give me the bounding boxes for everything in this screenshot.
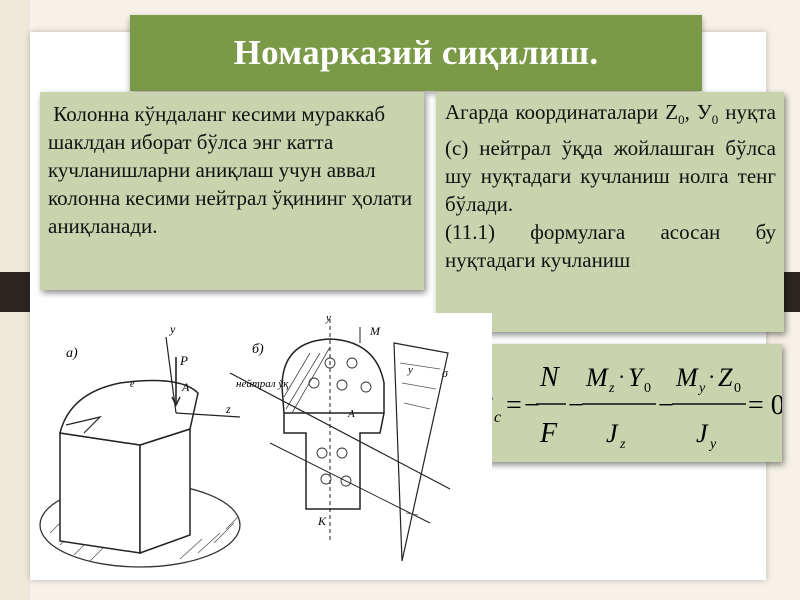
formula-Jz-sub: z bbox=[620, 437, 626, 452]
formula-F: F bbox=[540, 418, 558, 449]
right-text-1c: нуқта (с) нейтрал ўқда жойлашган бўлса шу нуқтадаги кучланиш нолга тенг бўлади. bbox=[445, 100, 777, 217]
stress-diagram bbox=[394, 343, 448, 561]
formula-My-sub: y bbox=[699, 381, 706, 396]
label-a: а) bbox=[66, 346, 78, 361]
formula-Jy-sub: y bbox=[710, 437, 717, 452]
label-K: K bbox=[318, 514, 327, 528]
right-text-2: (11.1) формулага асосан бу нуқтадаги кучланиш bbox=[445, 220, 776, 273]
right-sub-z0: 0 bbox=[678, 112, 685, 128]
formula-dot-2: · bbox=[708, 364, 716, 389]
section-top-part bbox=[282, 339, 384, 413]
right-text-box bbox=[436, 92, 784, 332]
label-y-b: у bbox=[326, 313, 331, 324]
formula-minus-3: − bbox=[658, 390, 674, 421]
stress-diagram-hatching bbox=[400, 363, 440, 515]
column-sketch-svg bbox=[30, 313, 492, 577]
label-sigma: σ bbox=[442, 366, 448, 380]
left-text: Колонна кўндаланг кесими мураккаб шаклдан иборат бўлса энг катта кучланишларни аниқлаш учун аввал колонна кесими нейтрал ўқининг ҳолати аниқланади. bbox=[48, 102, 418, 238]
column-sketch bbox=[30, 313, 492, 577]
formula-Z0: Z bbox=[718, 363, 733, 392]
label-z-a: z bbox=[226, 402, 231, 416]
slide-title: Номарказий сиқилиш. bbox=[233, 33, 599, 72]
formula-equals: = bbox=[506, 390, 522, 421]
left-text-box bbox=[40, 92, 424, 290]
right-sub-y0: 0 bbox=[711, 112, 719, 128]
label-ep: e bbox=[130, 379, 135, 390]
right-text-1b: , У bbox=[684, 100, 712, 124]
formula-Mz-sub: z bbox=[609, 381, 615, 396]
label-b: б) bbox=[252, 342, 264, 357]
formula-Y0: Y bbox=[628, 363, 643, 392]
formula-svg bbox=[470, 344, 782, 462]
label-neutral-axis: нейтрал ўқ bbox=[236, 378, 289, 390]
formula-dot-1: · bbox=[618, 364, 626, 389]
label-ym: у bbox=[408, 364, 413, 376]
formula-minus-2: − bbox=[568, 390, 584, 421]
title-banner bbox=[130, 15, 702, 91]
formula-Jy: J bbox=[696, 419, 708, 448]
formula-minus-1: − bbox=[524, 390, 540, 421]
formula-Z0-sub: 0 bbox=[734, 381, 741, 396]
column-front-face bbox=[60, 433, 140, 553]
formula-Mz: M bbox=[586, 363, 608, 392]
label-M: M bbox=[370, 324, 380, 338]
formula-Jz: J bbox=[606, 419, 618, 448]
formula-equals-zero: = 0 bbox=[748, 390, 782, 421]
label-A-b: A bbox=[348, 408, 355, 420]
right-text-1a: Агарда координаталари Z bbox=[445, 100, 679, 124]
formula-My: M bbox=[676, 363, 698, 392]
right-text-2-end: : bbox=[630, 248, 637, 273]
label-y-a: у bbox=[170, 322, 176, 336]
right-paragraph-1 bbox=[445, 98, 776, 218]
label-A-a: A bbox=[182, 380, 190, 394]
formula-Y0-sub: 0 bbox=[644, 381, 651, 396]
formula-N: N bbox=[540, 362, 559, 393]
label-P: P bbox=[180, 353, 188, 368]
formula-sigma-sub: c bbox=[494, 409, 502, 426]
right-paragraph-2 bbox=[445, 218, 776, 274]
column-side-face bbox=[140, 429, 190, 553]
parallel-axis-line bbox=[270, 443, 430, 523]
formula-box bbox=[470, 344, 782, 462]
